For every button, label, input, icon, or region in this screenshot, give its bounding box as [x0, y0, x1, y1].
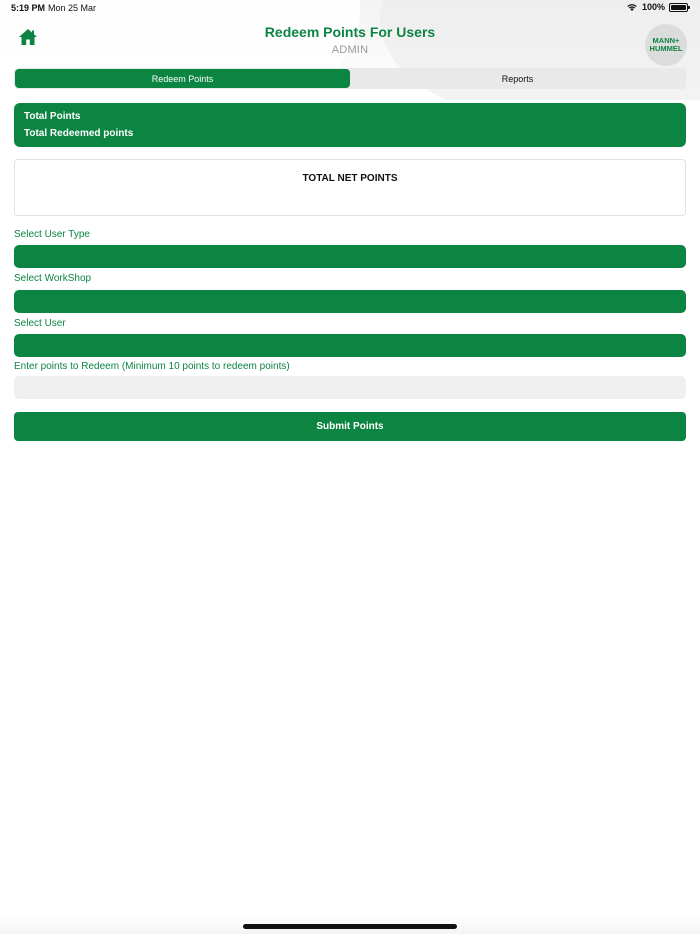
workshop-label: Select WorkShop	[14, 273, 92, 284]
tab-bar	[14, 68, 686, 89]
net-points-box	[14, 159, 686, 216]
page-title: Redeem Points For Users	[264, 24, 436, 40]
status-time: 5:19 PM	[11, 3, 46, 13]
workshop-select[interactable]	[14, 290, 686, 313]
status-bar	[0, 0, 700, 18]
points-input-label: Enter points to Redeem (Minimum 10 points to redeem points)	[14, 361, 290, 372]
points-input[interactable]	[14, 376, 686, 399]
brand-logo-line: HUMMEL	[649, 44, 683, 53]
user-label: Select User	[14, 318, 66, 329]
battery-icon	[669, 3, 688, 12]
net-points-label: TOTAL NET POINTS	[302, 173, 398, 184]
submit-points-button[interactable]: Submit Points	[14, 412, 686, 441]
user-select[interactable]	[14, 334, 686, 357]
wifi-icon	[626, 2, 638, 12]
points-summary-card	[14, 103, 686, 147]
brand-logo-line: MANN+	[652, 36, 680, 45]
brand-logo	[645, 24, 687, 66]
tab-redeem-points[interactable]: Redeem Points	[15, 69, 350, 88]
total-redeemed-label: Total Redeemed points	[24, 128, 134, 139]
user-type-label: Select User Type	[14, 229, 90, 240]
total-points-label: Total Points	[24, 111, 81, 122]
battery-percentage: 100%	[641, 2, 665, 12]
status-date: Mon 25 Mar	[48, 3, 97, 13]
home-indicator[interactable]	[243, 924, 457, 929]
status-indicators	[626, 2, 688, 12]
user-type-select[interactable]	[14, 245, 686, 268]
tab-reports[interactable]: Reports	[501, 73, 534, 84]
page-subtitle: ADMIN	[331, 44, 369, 56]
